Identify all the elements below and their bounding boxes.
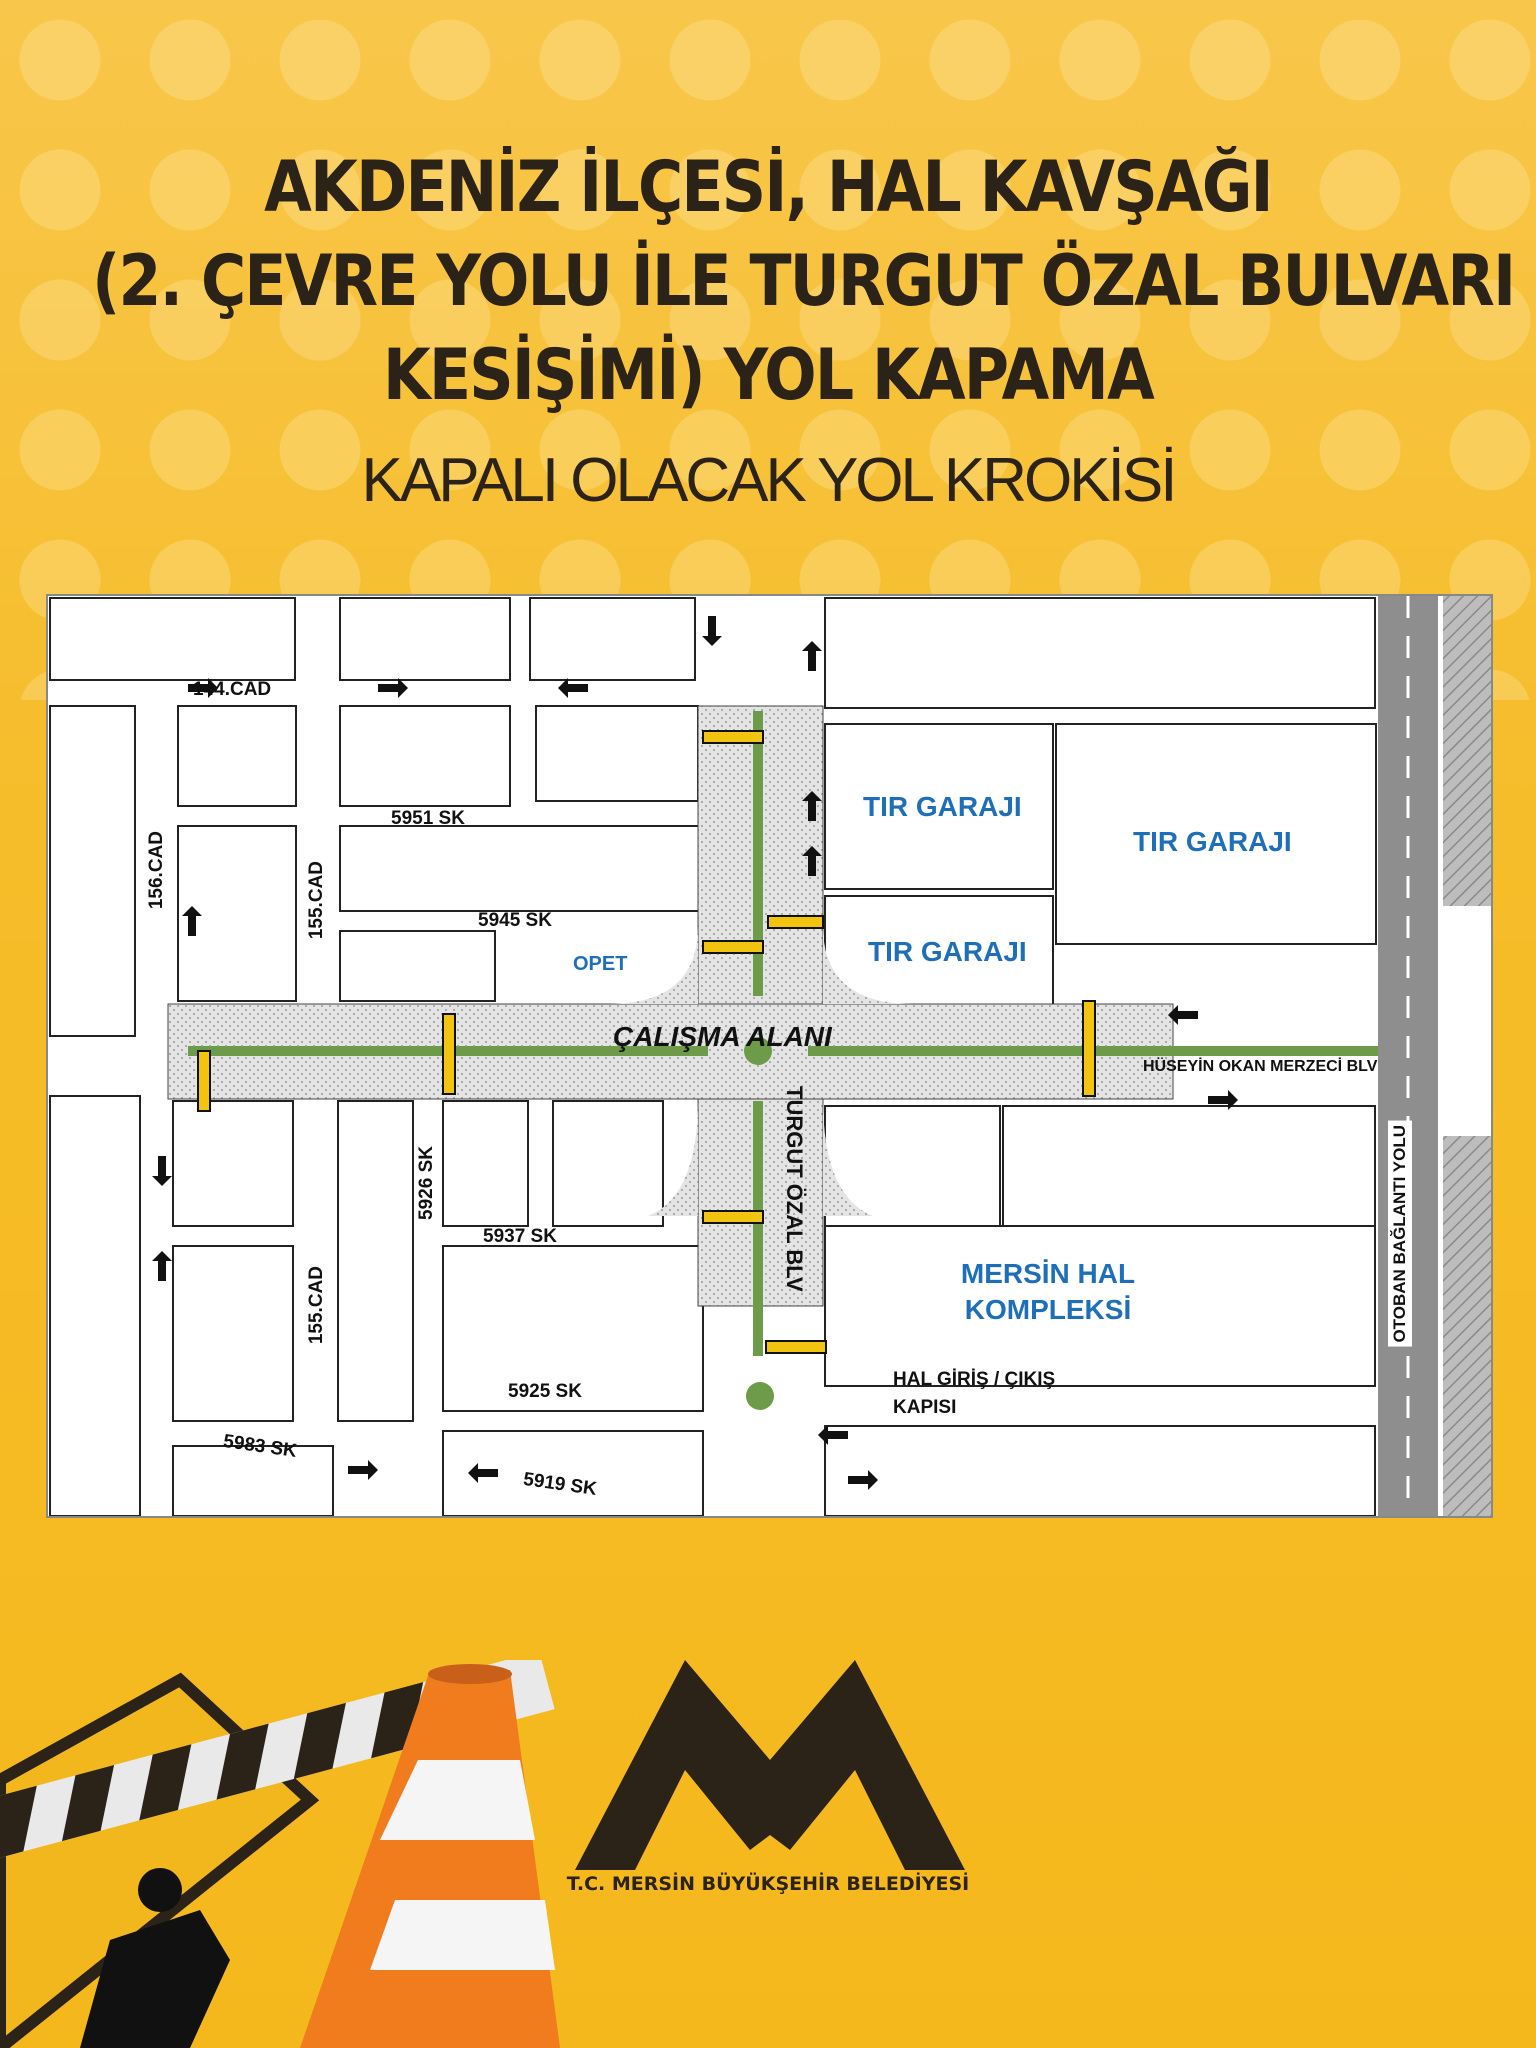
place-tir-garaji-3: TIR GARAJI bbox=[868, 936, 1027, 967]
street-5951-sk: 5951 SK bbox=[391, 808, 465, 829]
place-opet: OPET bbox=[573, 953, 628, 975]
street-5945-sk: 5945 SK bbox=[478, 910, 552, 931]
road-closure-map bbox=[46, 594, 1493, 1518]
street-155-cad-bottom: 155.CAD bbox=[306, 1266, 327, 1345]
street-156-cad: 156.CAD bbox=[146, 831, 167, 910]
place-mersin-hal-kompleksi: MERSİN HAL KOMPLEKSİ bbox=[960, 1258, 1136, 1325]
street-huseyin-okan-merzeci-blv: HÜSEYİN OKAN MERZECİ BLV bbox=[1143, 1058, 1378, 1075]
otoban-road bbox=[1378, 596, 1491, 1516]
street-otoban-baglanti-yolu: OTOBAN BAĞLANTI YOLU bbox=[1388, 1121, 1412, 1347]
title-line-3: KESİŞİMİ) YOL KAPAMA bbox=[382, 334, 1154, 416]
title-line-1: AKDENİZ İLÇESİ, HAL KAVŞAĞI bbox=[264, 146, 1272, 228]
roadwork-illustration bbox=[0, 1660, 560, 2048]
street-155-cad-top: 155.CAD bbox=[306, 861, 327, 940]
page-subtitle: KAPALI OLACAK YOL KROKİSİ bbox=[361, 446, 1175, 515]
map-drawing bbox=[48, 596, 1491, 1516]
place-tir-garaji-2: TIR GARAJI bbox=[1133, 826, 1292, 857]
street-144-cad: 144.CAD bbox=[193, 679, 272, 700]
street-5937-sk: 5937 SK bbox=[483, 1226, 557, 1247]
street-turgut-ozal-blv: TURGUT ÖZAL BLV bbox=[782, 1086, 807, 1292]
street-5925-sk: 5925 SK bbox=[508, 1381, 582, 1402]
street-5983-sk: 5983 SK bbox=[221, 1430, 299, 1463]
street-5926-sk: 5926 SK bbox=[416, 1146, 437, 1220]
title-line-2: (2. ÇEVRE YOLU İLE TURGUT ÖZAL BULVARI bbox=[92, 240, 1515, 322]
mersin-buyuksehir-logo bbox=[575, 1640, 965, 1870]
place-hal-gate: HAL GİRİŞ / ÇIKIŞ KAPISI bbox=[893, 1369, 1056, 1418]
street-5919-sk: 5919 SK bbox=[521, 1468, 599, 1501]
work-area-label: ÇALIŞMA ALANI bbox=[613, 1021, 832, 1052]
org-name: T.C. MERSİN BÜYÜKŞEHİR BELEDİYESİ bbox=[566, 1873, 970, 1895]
page-title bbox=[92, 140, 1515, 422]
place-tir-garaji-1: TIR GARAJI bbox=[863, 791, 1022, 822]
